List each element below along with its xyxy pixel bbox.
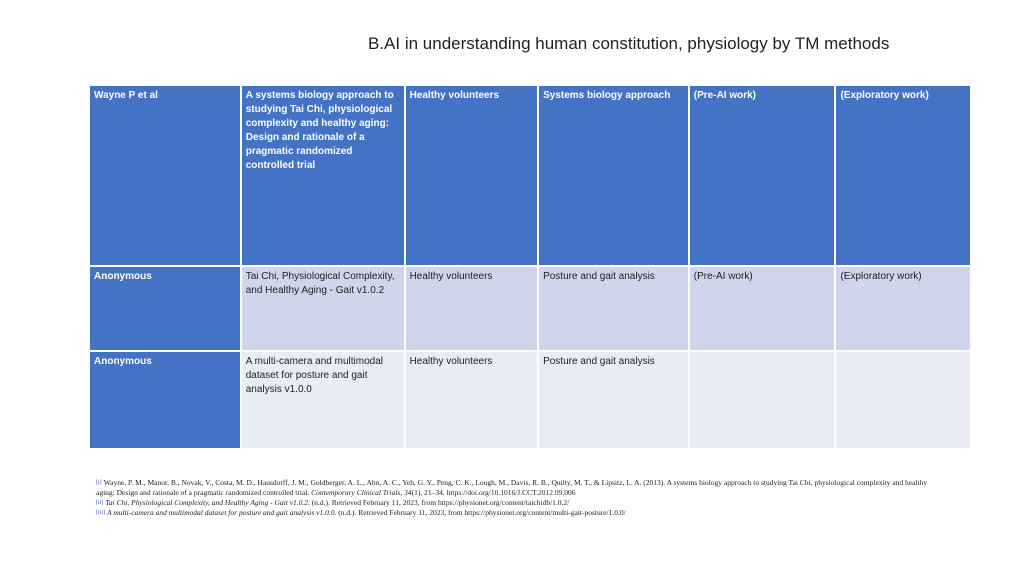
table-cell: (Exploratory work) bbox=[836, 86, 970, 265]
references bbox=[96, 478, 936, 518]
table-cell: A systems biology approach to studying Tai Chi, physiological complexity and healthy aging: Design and rationale of a pragmatic randomized controlled trial bbox=[242, 86, 404, 265]
reference-marker[interactable]: [iii] bbox=[96, 510, 105, 516]
table-cell: Wayne P et al bbox=[90, 86, 240, 265]
reference-item: [iii] A multi-camera and multimodal dataset for posture and gait analysis v1.0.0. (n.d.). Retrieved February 11, 2023, from https://physionet.org/content/multi-gait-posture/1.0.0/ bbox=[96, 508, 626, 517]
studies-table bbox=[88, 84, 972, 450]
table-cell: Healthy volunteers bbox=[406, 267, 538, 350]
table-cell: Systems biology approach bbox=[539, 86, 688, 265]
reference-item: [ii] Tai Chi, Physiological Complexity, and Healthy Aging - Gait v1.0.2. (n.d.). Retrieved February 11, 2023, from https://physionet.org/content/taichidb/1.0.2/ bbox=[96, 498, 570, 507]
reference-marker[interactable]: [i] bbox=[96, 480, 102, 486]
table-cell: Healthy volunteers bbox=[406, 352, 538, 448]
table-cell: Posture and gait analysis bbox=[539, 267, 688, 350]
table-row bbox=[90, 352, 970, 448]
reference-marker[interactable]: [ii] bbox=[96, 500, 104, 506]
page-title: B.AI in understanding human constitution, physiology by TM methods bbox=[368, 34, 890, 53]
table-cell: Anonymous bbox=[90, 267, 240, 350]
table-cell: (Pre-AI work) bbox=[690, 267, 835, 350]
table-cell: (Exploratory work) bbox=[836, 267, 970, 350]
table-cell: Posture and gait analysis bbox=[539, 352, 688, 448]
table-row bbox=[90, 86, 970, 265]
table-cell: Tai Chi, Physiological Complexity, and Healthy Aging - Gait v1.0.2 bbox=[242, 267, 404, 350]
table-cell: Anonymous bbox=[90, 352, 240, 448]
reference-item: [i] Wayne, P. M., Manor, B., Novak, V., Costa, M. D., Hausdorff, J. M., Goldberger, A. L., Ahn, A. C., Yeh, G. Y., Peng, C. K., Lough, M., Davis, R. B., Quilty, M. T., & Lipsitz, L. A. (2013). A systems biology approach to studying Tai Chi, physiological complexity and healthy aging: Design and rationale of a pragmatic randomized controlled trial. Contemporary Clinical Trials, 34(1), 21–34. https://doi.org/10.1016/J.CCT.2012.09.006 bbox=[96, 478, 928, 497]
table-row bbox=[90, 267, 970, 350]
table-cell: A multi-camera and multimodal dataset for posture and gait analysis v1.0.0 bbox=[242, 352, 404, 448]
table-cell: Healthy volunteers bbox=[406, 86, 538, 265]
table-cell bbox=[836, 352, 970, 448]
table-cell: (Pre-AI work) bbox=[690, 86, 835, 265]
table-cell bbox=[690, 352, 835, 448]
